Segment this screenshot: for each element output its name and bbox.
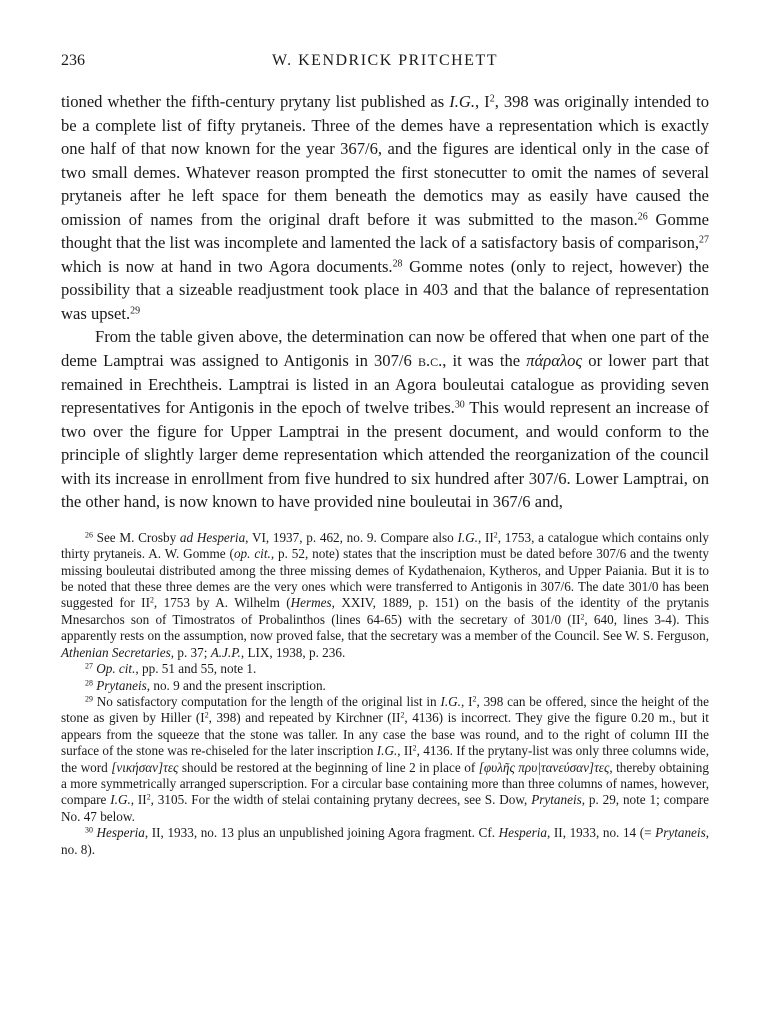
footnote-ref: 28 xyxy=(392,258,403,270)
italic-text: πάραλος xyxy=(526,351,583,371)
paragraph-2: From the table given above, the determination can now be offered that when one part of the deme Lamptrai was assigned to Antigonis in 307/6 b.c., it was the πάραλος or lower part that remained in Erechtheis. Lamptrai is listed in an Agora bouleutai catalogue as providing seven representatives for Antigonis in the epoch of twelve tribes.$^{30}$ This would represent an increase of two over the figure for Upper Lamptrai in the present document, and would conform to the principle of slightly larger deme representation which attended the reorganization of the council with its increase in enrollment from five hundred to six hundred after 307/6. Lower Lamptrai, on the other hand, is now known to have provided nine bouleutai in 367/6 and, xyxy=(61,327,709,512)
page-header xyxy=(61,52,709,76)
italic-text: I.G. xyxy=(110,792,131,808)
running-head: W. KENDRICK PRITCHETT xyxy=(271,52,498,69)
footnote-ref: 2 xyxy=(493,530,498,540)
journal-page xyxy=(61,52,709,858)
footnote-ref: 29 xyxy=(85,694,93,704)
page-number: 236 xyxy=(61,52,85,69)
italic-text: op. cit. xyxy=(233,546,271,562)
small-caps-text: b.c. xyxy=(417,351,443,371)
italic-text: Athenian Secretaries xyxy=(61,644,171,660)
footnote-ref: 2 xyxy=(400,710,405,720)
italic-text: I.G. xyxy=(449,92,476,111)
italic-text: ad Hesperia xyxy=(179,529,246,545)
footnote-ref: 29 xyxy=(130,305,141,317)
footnote-ref: 28 xyxy=(85,678,93,688)
footnotes xyxy=(61,530,709,858)
footnote-ref: 30 xyxy=(85,825,93,835)
footnote-ref: 26 xyxy=(85,530,93,540)
italic-text: Prytaneis xyxy=(96,677,147,693)
footnote-27: $^{27}$ Op. cit., pp. 51 and 55, note 1. xyxy=(85,661,257,677)
italic-text: Prytaneis xyxy=(531,792,582,808)
italic-text: Prytaneis xyxy=(655,825,706,841)
footnote-ref: 30 xyxy=(454,399,465,411)
footnote-ref: 27 xyxy=(85,661,93,671)
italic-text: Op. cit. xyxy=(96,661,136,677)
footnote-ref: 2 xyxy=(149,596,154,606)
footnote-29: $^{29}$ No satisfactory computation for the length of the original list in I.G., $I^2$, 398 can be offered, since the height of the stone as given by Hiller ($I^2$, 398) and repeated by Kirchner ($II^2$, 4136) is incorrect. They give the figure 0.20 m., but it appears from the squeeze that the stone was taller. In any case the base was round, and to the right of column III the surface of the stone was re-chiseled for the later inscription I.G., $II^2$, 4136. If the prytany-list was only three columns wide, the word [νικήσαν]τες should be restored at the beginning of line 2 in place of [φυλῆς πρυ|τανεύσαν]τες, thereby obtaining a more symmetrically arranged superscription. For a circular base containing more than three columns of names, however, compare I.G., $II^2$, 3105. For the width of stelai containing prytany decrees, see S. Dow, Prytaneis, p. 29, note 1; compare No. 47 below. xyxy=(61,693,710,824)
italic-text: Hermes xyxy=(290,595,332,611)
footnote-26: $^{26}$ See M. Crosby ad Hesperia, VI, 1937, p. 462, no. 9. Compare also I.G., $II^2$, 1753, a catalogue which contains only thirty prytaneis. A. W. Gomme (op. cit., p. 52, note) states that the inscription must be dated before 307/6 and the twenty missing bouleutai distributed among the three missing demes of Kydathenaion, Kytheros, and Upper Paiania. But it is to be noted that these three demes are the very ones which were transferred to Antigonis in 307/6. The date 301/0 has been suggested for $II^2$, 1753 by A. Wilhelm (Hermes, XXIV, 1889, p. 151) on the basis of the identity of the prytanis Mnesarchos son of Timostratos of Probalinthos (lines 64-65) with the secretary of 301/0 ($II^2$, 640, lines 3-4). This apparently rests on the assumption, now proved false, that the secretary was a member of the Council. See W. S. Ferguson, Athenian Secretaries, p. 37; A.J.P., LIX, 1938, p. 236. xyxy=(61,529,710,660)
footnote-ref: 2 xyxy=(412,743,417,753)
footnote-30: $^{30}$ Hesperia, II, 1933, no. 13 plus an unpublished joining Agora fragment. Cf. Hesperia, II, 1933, no. 14 (= Prytaneis, no. 8). xyxy=(61,825,709,857)
italic-text: I.G. xyxy=(440,693,461,709)
footnote-ref: 27 xyxy=(699,234,709,246)
italic-text: I.G. xyxy=(376,743,398,759)
italic-text: Hesperia xyxy=(498,825,548,841)
italic-text: [φυλῆς πρυ|τανεύσαν]τες xyxy=(478,759,610,775)
italic-text: [νικήσαν]τες xyxy=(111,759,179,775)
footnote-ref: 2 xyxy=(489,93,495,105)
main-text xyxy=(61,90,709,514)
italic-text: A.J.P. xyxy=(210,644,241,660)
footnote-ref: 2 xyxy=(146,793,151,802)
italic-text: Hesperia xyxy=(96,825,145,841)
footnote-ref: 2 xyxy=(580,612,585,622)
italic-text: I.G. xyxy=(457,529,478,545)
paragraph-1: tioned whether the fifth-century prytany list published as I.G., $I^2$, 398 was originally intended to be a complete list of fifty prytaneis. Three of the demes have a representation which is exactly one half of that now known for the year 367/6, and the figures are identical only in the case of two small demes. Whatever reason prompted the first stonecutter to omit the names of several prytaneis after he left space for them beneath the demotics may as easily have caused the omission of names from the original draft before it was submitted to the mason.$^{26}$ Gomme thought that the list was incomplete and lamented the lack of a satisfactory basis of comparison,$^{27}$ which is now at hand in two Agora documents.$^{28}$ Gomme notes (only to reject, however) the possibility that a sizeable readjustment took place in 403 and that the balance of representation was upset.$^{29}$ xyxy=(61,92,710,323)
footnote-28: $^{28}$ Prytaneis, no. 9 and the present inscription. xyxy=(85,677,326,693)
footnote-ref: 26 xyxy=(637,211,648,223)
footnote-ref: 2 xyxy=(204,710,209,720)
footnote-ref: 2 xyxy=(472,694,477,704)
